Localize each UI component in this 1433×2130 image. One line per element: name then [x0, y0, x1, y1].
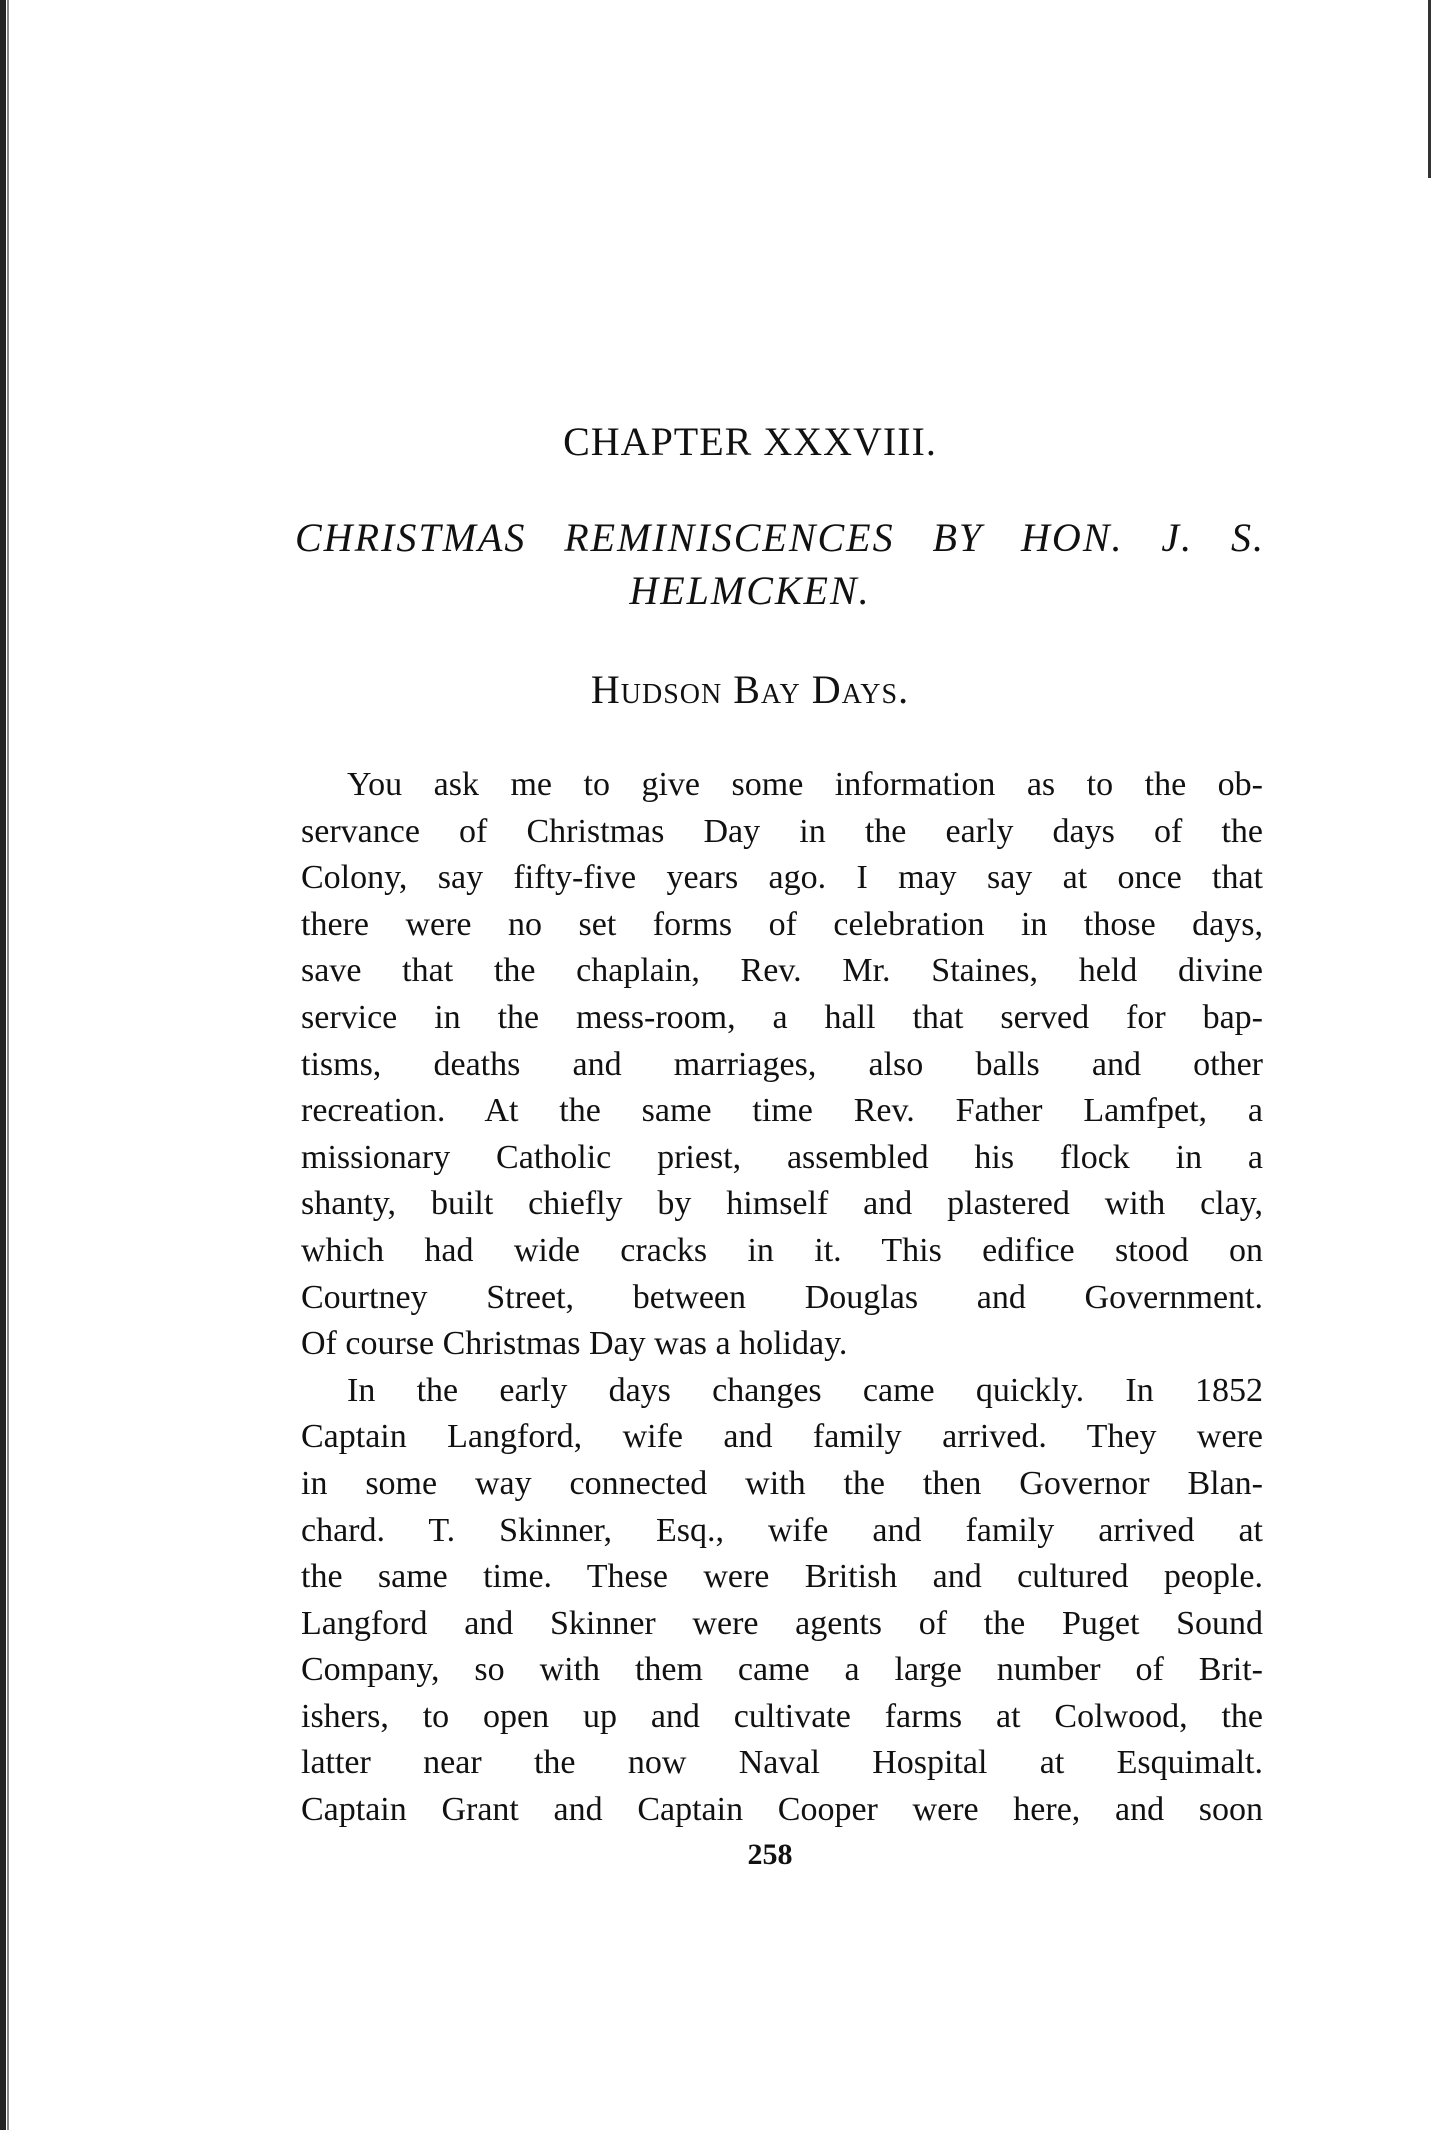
page-number: 258: [747, 1838, 793, 1871]
scan-border-left: [0, 0, 6, 2130]
text-line: save that the chaplain, Rev. Mr. Staines, held divine: [301, 952, 1263, 990]
text-line: chard. T. Skinner, Esq., wife and family arrived at: [301, 1511, 1263, 1549]
text-line: Courtney Street, between Douglas and Government.: [301, 1278, 1263, 1316]
text-line: Langford and Skinner were agents of the Puget Sound: [301, 1604, 1263, 1642]
section-heading: Hudson Bay Days.: [590, 667, 910, 712]
chapter-subtitle-line-2: HELMCKEN.: [629, 568, 871, 613]
text-line: in some way connected with the then Governor Blan-: [301, 1464, 1263, 1502]
text-line: tisms, deaths and marriages, also balls and other: [301, 1045, 1263, 1083]
text-line: service in the mess-room, a hall that served for bap-: [301, 998, 1263, 1036]
chapter-subtitle-line-1: CHRISTMAS REMINISCENCES BY HON. J. S.: [295, 515, 1265, 560]
text-line: Of course Christmas Day was a holiday.: [301, 1325, 848, 1363]
text-line: there were no set forms of celebration in those days,: [301, 905, 1263, 943]
text-line: latter near the now Naval Hospital at Esquimalt.: [301, 1744, 1263, 1782]
text-line: missionary Catholic priest, assembled his flock in a: [301, 1138, 1263, 1176]
chapter-title: CHAPTER XXXVIII.: [563, 419, 937, 464]
text-line: You ask me to give some information as to the ob-: [347, 766, 1263, 803]
text-line: the same time. These were British and cultured people.: [301, 1558, 1263, 1596]
text-line: servance of Christmas Day in the early days of the: [301, 812, 1263, 850]
text-line: which had wide cracks in it. This edifice stood on: [301, 1231, 1263, 1269]
text-line: In the early days changes came quickly. In 1852: [347, 1371, 1263, 1409]
text-line: Captain Grant and Captain Cooper were here, and soon: [301, 1791, 1263, 1829]
scan-border-right: [1428, 0, 1431, 178]
text-line: ishers, to open up and cultivate farms at Colwood, the: [301, 1697, 1263, 1735]
text-line: Colony, say fifty-five years ago. I may say at once that: [301, 859, 1263, 897]
text-line: Company, so with them came a large number of Brit-: [301, 1651, 1263, 1689]
scan-border-left-inner: [7, 0, 9, 2130]
text-line: Captain Langford, wife and family arrived. They were: [301, 1418, 1263, 1456]
text-line: shanty, built chiefly by himself and plastered with clay,: [301, 1185, 1263, 1223]
body-text: [301, 762, 1263, 1834]
text-line: recreation. At the same time Rev. Father Lamfpet, a: [301, 1092, 1263, 1130]
